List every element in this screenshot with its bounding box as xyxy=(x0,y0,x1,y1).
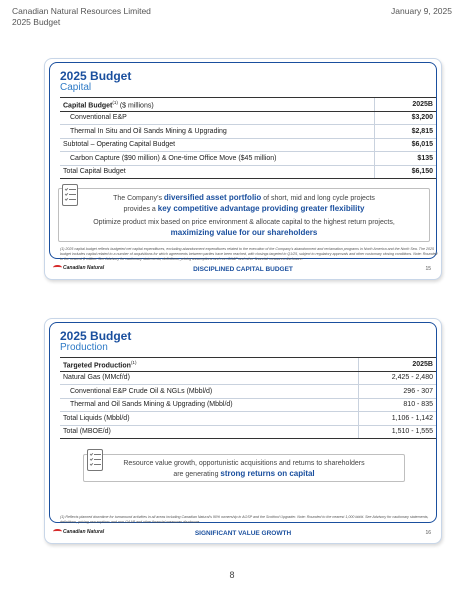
table-row: Total Liquids (Mbbl/d) 1,106 - 1,142 xyxy=(60,412,436,426)
table-row: Conventional E&P Crude Oil & NGLs (Mbbl/d) 296 - 307 xyxy=(60,385,436,399)
footnote: (1) Reflects planned downtime for turnaround activities in all areas including Canadian Natural's 90% ownership in AOSP and the Scotford Upgrader. Note: Rounded to the nearest 1,000 bbl/d. See Advisory for cautionary statements, definitions, pricing assumptions and non-GAAP and other financial measures disclosure. xyxy=(60,515,429,524)
slide-frame xyxy=(49,322,437,523)
company-logo: Canadian Natural xyxy=(53,265,104,271)
key-message-callout xyxy=(83,454,405,482)
table-row-subtotal: Subtotal – Operating Capital Budget $6,015 xyxy=(60,138,436,152)
slide-production-budget xyxy=(44,318,442,544)
document-title: 2025 Budget xyxy=(12,17,61,27)
document-header xyxy=(12,6,151,28)
slide-number: 16 xyxy=(425,530,431,536)
table-row: Thermal In Situ and Oil Sands Mining & Upgrading $2,815 xyxy=(60,125,436,139)
key-message-callout xyxy=(58,188,430,242)
document-date: January 9, 2025 xyxy=(391,6,452,16)
slide-frame xyxy=(49,62,437,259)
production-table xyxy=(60,357,436,439)
table-header-label: Targeted Production$^{(1)}$ xyxy=(60,358,358,372)
slide-title: 2025 Budget xyxy=(60,329,132,343)
slide-footer: DISCIPLINED CAPITAL BUDGET xyxy=(193,266,293,273)
checklist-icon xyxy=(87,449,103,471)
footnote: (1) 2025 capital budget reflects budgeted net capital expenditures, excluding abandonment expenditures related to the execution of the Company's abandonment and reclamation programs in North America and the North Sea. The 2025 budget includes capital related to a number of acquisitions for which agreements between parties have been reached, with closings targeted in Q1/25, subject to regulatory approvals and other customary closing conditions. Note: Rounded to the nearest $ million. See Advisory for cautionary statements, definitions, pricing assumptions and non-GAAP and other financial measures disclosure. xyxy=(60,247,438,261)
table-row-total: Total (MBOE/d) 1,510 - 1,555 xyxy=(60,425,436,439)
callout-text: Resource value growth, opportunistic acquisitions and returns to shareholders are generating strong returns on capital xyxy=(123,460,365,478)
table-header-row xyxy=(60,98,436,112)
table-row: Carbon Capture ($90 million) & One-time Office Move ($45 million) $135 xyxy=(60,152,436,166)
table-row: Natural Gas (MMcf/d) 2,425 - 2,480 xyxy=(60,371,436,385)
callout-text: The Company’s diversified asset portfolio of short, mid and long cycle projects provides a key competitive advantage providing greater flexibility Optimize product mix based on price environment & allocate capital to the highest return projects, maximizing value for our shareholders xyxy=(93,193,395,237)
slide-footer: SIGNIFICANT VALUE GROWTH xyxy=(194,530,292,537)
table-row-total: Total Capital Budget $6,150 xyxy=(60,165,436,179)
slide-subtitle: Capital xyxy=(60,82,92,93)
table-header-column: 2025B xyxy=(358,358,436,372)
company-name: Canadian Natural Resources Limited xyxy=(12,6,151,16)
table-header-row xyxy=(60,358,436,372)
slide-subtitle: Production xyxy=(60,342,108,353)
company-logo: Canadian Natural xyxy=(53,529,104,535)
table-row: Thermal and Oil Sands Mining & Upgrading (Mbbl/d) 810 - 835 xyxy=(60,398,436,412)
slide-capital-budget xyxy=(44,58,442,280)
capital-budget-table xyxy=(60,97,436,179)
page-number: 8 xyxy=(229,570,235,580)
table-header-label: Capital Budget$^{(1)}$ ($ millions) xyxy=(60,98,374,112)
slide-number: 15 xyxy=(425,266,431,272)
table-header-column: 2025B xyxy=(374,98,436,112)
slide-title: 2025 Budget xyxy=(60,69,132,83)
table-row: Conventional E&P $3,200 xyxy=(60,111,436,125)
checklist-icon xyxy=(62,184,78,206)
